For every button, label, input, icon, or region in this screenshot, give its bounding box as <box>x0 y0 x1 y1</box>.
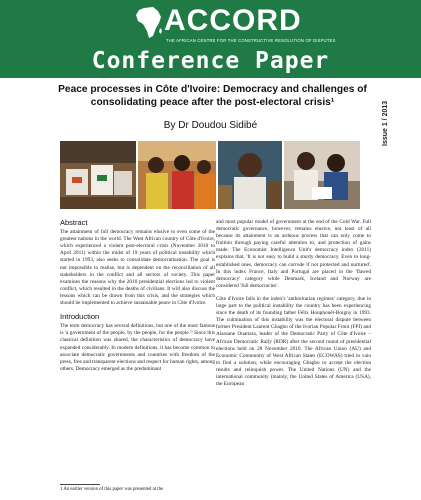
photo-elder-man <box>218 141 282 209</box>
brand-tagline: THE AFRICAN CENTRE FOR THE CONSTRUCTIVE RESOLUTION OF DISPUTES <box>166 38 336 43</box>
body-paragraph-1: and most popular model of government at the end of the Cold War. Full democratic governance, however, remains elusive, not least of all because its attainment is an arduous process that can only come to fruition through paying careful attention to, and protection of gains made. The Economist Intelligence Unit's democracy index (2011) explains that, 'It is not easy to build a sturdy democracy. Even in long-established ones, democracy can corrode if not protected and nurtured'. In this index France, Italy and Portugal are placed in the 'flawed democracy' category while Denmark, Iceland and Norway are considered 'full democracies'. <box>216 219 371 289</box>
issue-label: Issue 1 / 2013 <box>382 100 389 146</box>
photo-women-crowd <box>138 141 216 209</box>
photo-election-officials <box>284 141 360 209</box>
right-column <box>216 219 371 394</box>
body-paragraph-2: Côte d'Ivoire falls in the index's 'authoritarian regimes' category, due in large part to the political instability the country has been experiencing since the death of its founding father Félix Houphouët-Boigny in 1993. The culmination of this instability was the electoral dispute between former President Laurent Gbagbo of the Ivorian Popular Front (FPI) and Alassane Ouattara, leader of the Democratic Party of Côte d'Ivoire – African Democratic Rally (RDR) after the second round of presidential elections held on 28 November 2010. The African Union (AU) and Economic Community of West African States (ECOWAS) tried in vain to find a solution, while encouraging Gbagbo to accept the election results and relinquish power. The United Nations (UN) and the international community (mainly, the United States of America (USA), the European <box>216 295 371 388</box>
introduction-heading: Introduction <box>60 312 100 322</box>
brand-name: ACCORD <box>164 4 302 37</box>
accord-logo <box>134 6 374 46</box>
introduction-text: The term democracy has several definitions, but one of the most famous is 'a government of the people, by the people, for the people.'² Since this classical definition was shared, the characteristics of democracy have expanded considerably. In modern definitions, it has become common to associate democratic governments and countries with freedom of the press, free and transparent elections and respect for human rights, among others. Democracy emerged as the predominant <box>60 323 215 372</box>
africa-map-icon <box>134 6 164 40</box>
footnote-1: 1 An earlier version of this paper was presented at the <box>60 487 164 492</box>
series-title: Conference Paper <box>91 48 330 74</box>
left-column <box>60 219 215 379</box>
photo-ballot-boxes <box>60 141 136 209</box>
header-band <box>0 0 421 78</box>
abstract-heading: Abstract <box>60 218 88 227</box>
abstract-text: The attainment of full democracy remains elusive to even some of the greatest nations in the world. The West African country of Côte d'Ivoire, which experienced a violent post-electoral crisis (November 2010 to April 2011) within the midst of 19 years of political instability which started in 1993, also seeks to consolidate democratisation. The goal is not impossible to realise, but is dependent on the reconciliation of all stakeholders in the conflict and all sectors of society. This paper examines the reasons why the 2010 presidential elections led to violent conflict, which resulted in the deaths of civilians. It will also discuss the lessons which can be drawn from this crisis, and the strategies which should be implemented to achieve sustainable peace in Côte d'Ivoire. <box>60 229 215 307</box>
author-byline: By Dr Doudou Sidibé <box>163 120 258 131</box>
footnote-divider <box>60 484 100 485</box>
paper-title: Peace processes in Côte d'Ivoire: Democracy and challenges of consolidating peace after the post-electoral crisis¹ <box>58 84 367 108</box>
photo-strip <box>60 141 360 209</box>
